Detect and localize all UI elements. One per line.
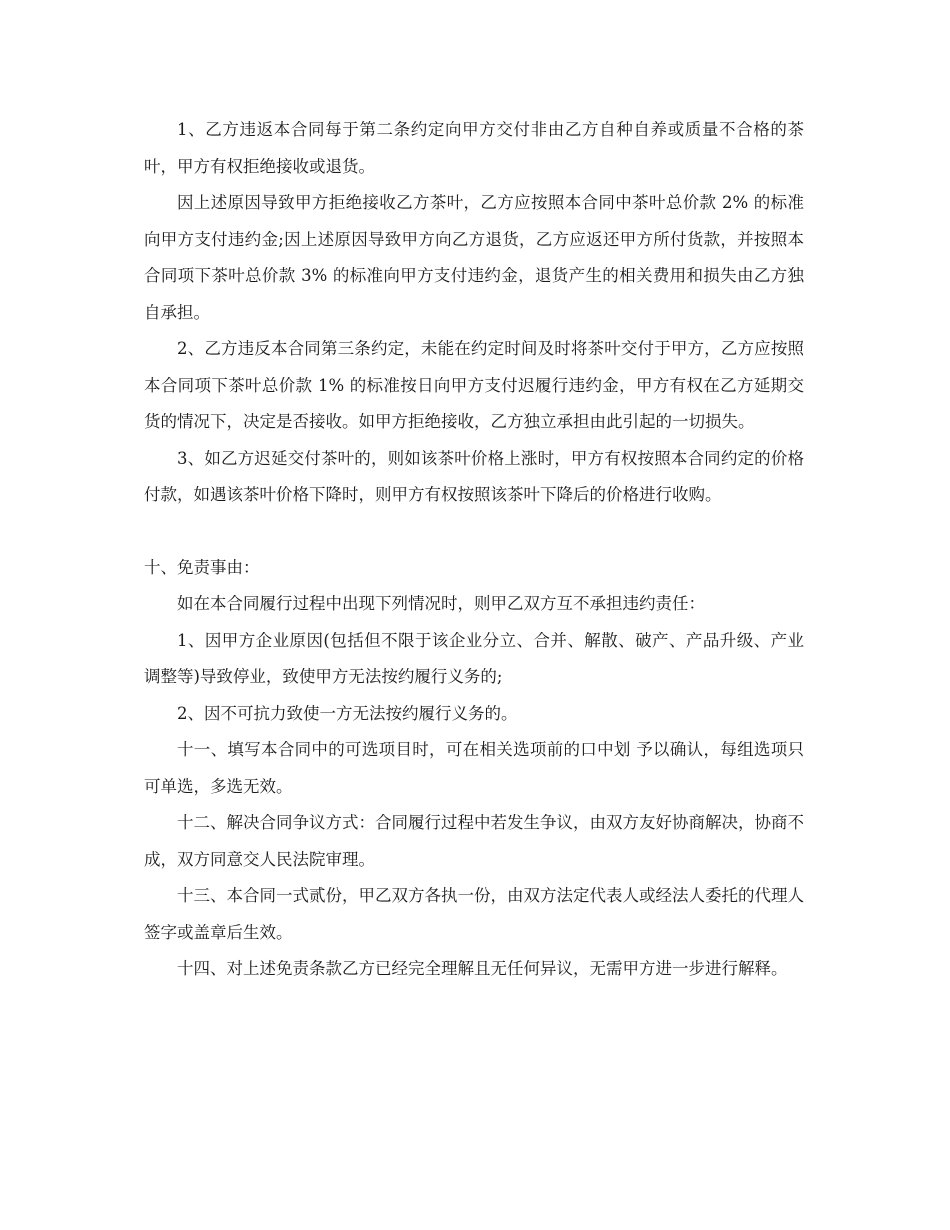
- paragraph-clause-3: 3、如乙方迟延交付茶叶的，则如该茶叶价格上涨时，甲方有权按照本合同约定的价格付款，如遇该茶叶价格下降时，则甲方有权按照该茶叶下降后的价格进行收购。: [144, 448, 804, 504]
- section-spacer: [144, 514, 804, 550]
- paragraph-clause-12: 十二、解决合同争议方式：合同履行过程中若发生争议，由双方友好协商解决，协商不成，双方同意交人民法院审理。: [144, 813, 804, 869]
- document-body: [144, 112, 804, 988]
- paragraph-clause-11: 十一、填写本合同中的可选项目时，可在相关选项前的口中划 予以确认，每组选项只可单选，多选无效。: [144, 740, 804, 796]
- paragraph-exemption-1: 1、因甲方企业原因(包括但不限于该企业分立、合并、解散、破产、产品升级、产业调整等)导致停业，致使甲方无法按约履行义务的;: [144, 630, 804, 686]
- paragraph-clause-13: 十三、本合同一式贰份，甲乙双方各执一份，由双方法定代表人或经法人委托的代理人签字或盖章后生效。: [144, 886, 804, 942]
- section-heading-exemption: 十、免责事由：: [144, 557, 260, 577]
- paragraph-exemption-2: 2、因不可抗力致使一方无法按约履行义务的。: [177, 703, 518, 723]
- paragraph-clause-1: 1、乙方违返本合同每于第二条约定向甲方交付非由乙方自种自养或质量不合格的茶叶，甲方有权拒绝接收或退货。: [144, 120, 804, 176]
- paragraph-exemption-intro: 如在本合同履行过程中出现下列情况时，则甲乙双方互不承担违约责任：: [177, 594, 705, 613]
- paragraph-clause-14: 十四、对上述免责条款乙方已经完全理解且无任何异议，无需甲方进一步进行解释。: [177, 959, 788, 978]
- paragraph-clause-1-penalty: 因上述原因导致甲方拒绝接收乙方茶叶，乙方应按照本合同中茶叶总价款 2% 的标准向甲方支付违约金;因上述原因导致甲方向乙方退货，乙方应返还甲方所付货款，并按照本合同项下茶叶总价款 3% 的标准向甲方支付违约金，退货产生的相关费用和损失由乙方独自承担。: [144, 193, 804, 322]
- paragraph-clause-2: 2、乙方违反本合同第三条约定，未能在约定时间及时将茶叶交付于甲方，乙方应按照本合同项下茶叶总价款 1% 的标准按日向甲方支付迟履行违约金，甲方有权在乙方延期交货的情况下，决定是否接收。如甲方拒绝接收，乙方独立承担由此引起的一切损失。: [144, 339, 804, 431]
